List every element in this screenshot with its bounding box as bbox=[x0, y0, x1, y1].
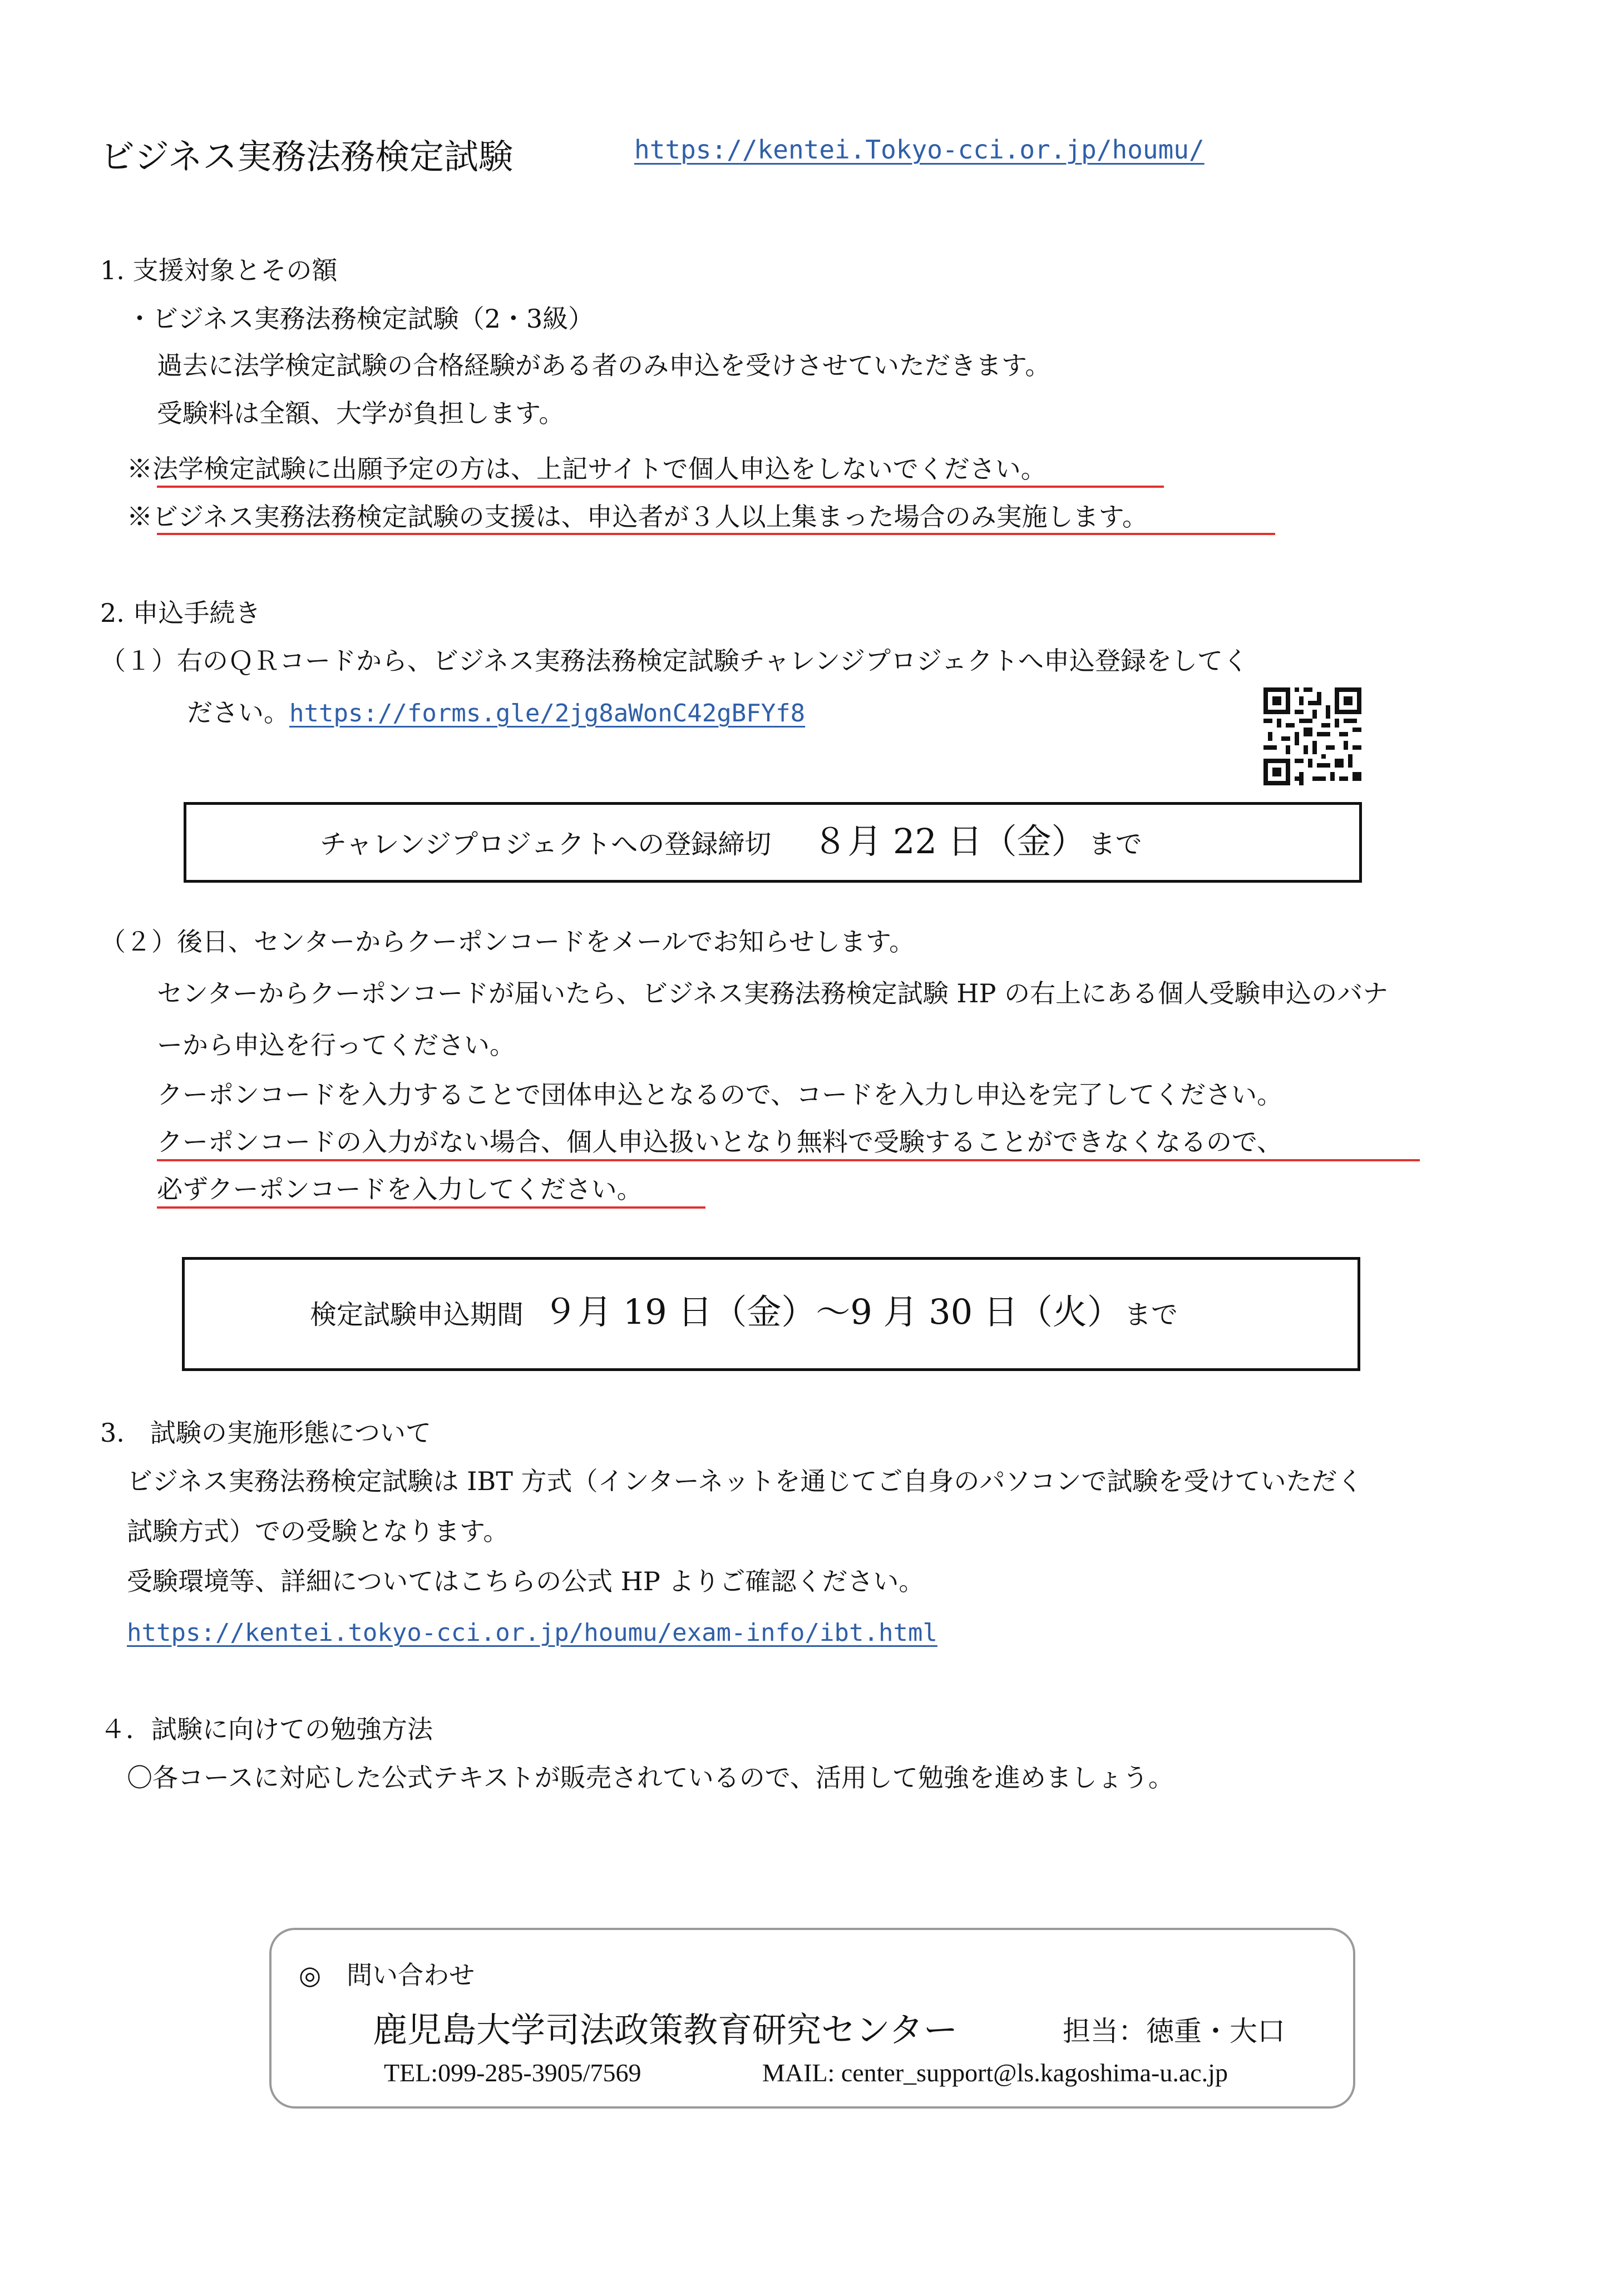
step2-line2: センターからクーポンコードが届いたら、ビジネス実務法務検定試験 HP の右上にある個人受験申込のバナ bbox=[157, 978, 1389, 1008]
step1-line1: （１）右のＱＲコードから、ビジネス実務法務検定試験チャレンジプロジェクトへ申込登録をしてく bbox=[100, 646, 1249, 676]
section1-note1: ※法学検定試験に出願予定の方は、上記サイトで個人申込をしないでください。 bbox=[127, 454, 1047, 484]
contact-person: 担当：徳重・大口 bbox=[1063, 2015, 1285, 2047]
contact-mail[interactable]: MAIL: center_support@ls.kagoshima-u.ac.jp bbox=[762, 2059, 1228, 2087]
deadline-suffix: まで bbox=[1088, 829, 1142, 860]
period-label: 検定試験申込期間 bbox=[310, 1299, 524, 1330]
header-url-link[interactable]: https://kentei.Tokyo-cci.or.jp/houmu/ bbox=[634, 135, 1205, 165]
section4-heading: ４．試験に向けての勉強方法 bbox=[100, 1714, 433, 1744]
contact-org: 鹿児島大学司法政策教育研究センター bbox=[373, 2010, 958, 2050]
deadline-date: ８月 22 日（金） bbox=[813, 821, 1086, 862]
step2-warning1: クーポンコードの入力がない場合、個人申込扱いとなり無料で受験することができなくなるので、 bbox=[157, 1127, 1283, 1157]
section2-heading: 2. 申込手続き bbox=[100, 598, 261, 628]
section1-heading: 1. 支援対象とその額 bbox=[100, 255, 338, 285]
section1-line1: 過去に法学検定試験の合格経験がある者のみ申込を受けさせていただきます。 bbox=[157, 350, 1051, 380]
step2-warning2: 必ずクーポンコードを入力してください。 bbox=[157, 1174, 643, 1204]
step1-line2 bbox=[187, 697, 806, 728]
step2-line3: ーから申込を行ってください。 bbox=[157, 1030, 515, 1060]
section4-line1: 〇各コースに対応した公式テキストが販売されているので、活用して勉強を進めましょう。 bbox=[127, 1763, 1174, 1793]
section1-item: ・ビジネス実務法務検定試験（2・3級） bbox=[127, 304, 594, 334]
section3-heading: 3. 試験の実施形態について bbox=[100, 1418, 431, 1448]
step2-line4: クーポンコードを入力することで団体申込となるので、コードを入力し申込を完了してください。 bbox=[157, 1080, 1283, 1110]
section1-note2: ※ビジネス実務法務検定試験の支援は、申込者が３人以上集まった場合のみ実施します。 bbox=[127, 502, 1148, 532]
period-suffix: まで bbox=[1124, 1299, 1178, 1330]
application-period-text bbox=[310, 1292, 1178, 1332]
registration-deadline-text bbox=[320, 821, 1142, 862]
note1-red-underline bbox=[157, 486, 1164, 488]
deadline-label: チャレンジプロジェクトへの登録締切 bbox=[320, 829, 772, 860]
section3-line3: 受験環境等、詳細についてはこちらの公式 HP よりご確認ください。 bbox=[127, 1566, 925, 1596]
section3-line2: 試験方式）での受験となります。 bbox=[127, 1516, 509, 1546]
section1-line2: 受験料は全額、大学が負担します。 bbox=[157, 398, 565, 428]
contact-tel: TEL:099-285-3905/7569 bbox=[384, 2059, 641, 2087]
forms-url-link[interactable]: https://forms.gle/2jg8aWonC42gBFYf8 bbox=[289, 699, 806, 728]
step2-line1: （２）後日、センターからクーポンコードをメールでお知らせします。 bbox=[100, 927, 915, 957]
qr-code-icon[interactable] bbox=[1263, 687, 1361, 785]
ibt-info-url-link[interactable]: https://kentei.tokyo-cci.or.jp/houmu/exam-info/ibt.html bbox=[127, 1619, 937, 1647]
warning1-red-underline bbox=[157, 1159, 1420, 1161]
section3-line1: ビジネス実務法務検定試験は IBT 方式（インターネットを通じてご自身のパソコンで試験を受けていただく bbox=[127, 1466, 1363, 1496]
warning2-red-underline bbox=[157, 1206, 705, 1209]
note2-red-underline bbox=[157, 533, 1275, 535]
contact-heading: ◎ 問い合わせ bbox=[299, 1960, 475, 1990]
period-date: ９月 19 日（金）～9 月 30 日（火） bbox=[543, 1292, 1122, 1332]
step1-line2-prefix: ださい。 bbox=[187, 697, 289, 728]
page-title: ビジネス実務法務検定試験 bbox=[100, 136, 514, 177]
